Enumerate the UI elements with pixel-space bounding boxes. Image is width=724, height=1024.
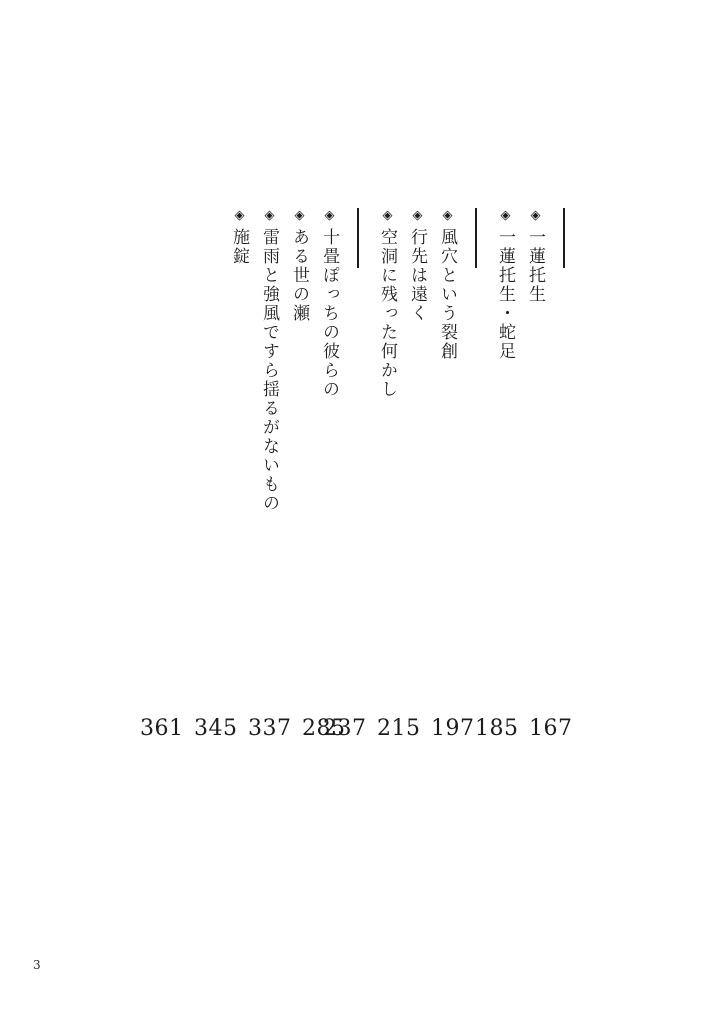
toc-item-title: 行先は遠く	[407, 228, 427, 323]
toc-item	[288, 208, 310, 513]
folio-page-number: 3	[33, 958, 41, 972]
section-divider	[357, 208, 359, 268]
section-divider	[475, 208, 477, 268]
diamond-icon: ◈	[498, 208, 513, 223]
page-number-group: 361 345 337 285	[140, 716, 346, 741]
diamond-icon: ◈	[262, 208, 277, 223]
toc-item-title: 一蓮托生	[525, 228, 545, 304]
diamond-icon: ◈	[292, 208, 307, 223]
table-of-contents	[220, 208, 582, 513]
toc-item-title: 空洞に残った何かし	[377, 228, 397, 399]
page-number-group: 185 167	[475, 716, 573, 741]
toc-item	[524, 208, 546, 513]
diamond-icon: ◈	[232, 208, 247, 223]
toc-item	[494, 208, 516, 513]
toc-item-title: 十畳ぽっちの彼らの	[319, 228, 339, 399]
diamond-icon: ◈	[440, 208, 455, 223]
toc-item-title: 施錠	[229, 228, 249, 266]
diamond-icon: ◈	[322, 208, 337, 223]
toc-item	[406, 208, 428, 513]
toc-item-title: 雷雨と強風ですら揺るがないもの	[259, 228, 279, 513]
toc-item	[258, 208, 280, 513]
page-number-group: 237 215 197	[323, 716, 475, 741]
toc-item-title: ある世の瀬	[289, 228, 309, 323]
diamond-icon: ◈	[528, 208, 543, 223]
toc-item	[376, 208, 398, 513]
toc-item-title: 風穴という裂創	[437, 228, 457, 361]
diamond-icon: ◈	[410, 208, 425, 223]
toc-item-title: 一蓮托生・蛇足	[495, 228, 515, 361]
toc-item	[228, 208, 250, 513]
diamond-icon: ◈	[380, 208, 395, 223]
section-divider	[563, 208, 565, 268]
toc-item	[318, 208, 340, 513]
toc-item	[436, 208, 458, 513]
